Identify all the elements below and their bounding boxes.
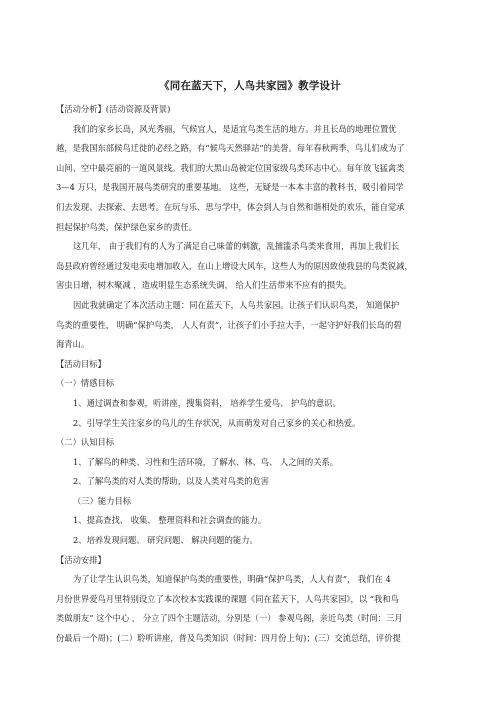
document-line: 我们的家乡长岛，风光秀丽，气候宜人，是适宜鸟类生活的地方。并且长岛的地理位置优 <box>73 123 397 134</box>
document-line: 1、通过调查和参观，听讲座，搜集资料， 培养学生爱鸟、 护鸟的意识。 <box>73 397 341 408</box>
document-line: 鸟类的重要性， 明确“保护鸟类， 人人有责”，让孩子们小手拉大手，一起守护好我们长岛的碧 <box>56 319 402 330</box>
document-line: 害虫日增，树木聚减 ，造成明显生态系统失调， 给人们生活带来不应有的损失。 <box>56 280 352 291</box>
document-line: 【活动分析】(活动资源及背景) <box>56 104 171 114</box>
document-line: （三）能力目标 <box>73 495 132 506</box>
document-line: 们去发现、去探索、去思考。在玩与乐、思与学中，体会到人与自然和谐相处的欢乐，能自觉承 <box>56 201 405 212</box>
document-line: 【活动目标】 <box>56 358 106 369</box>
document-line: 2、培养发现问题、 研究问题、 解决问题的能力。 <box>73 535 258 546</box>
document-line: 份最后一个周)；(二）聆听讲座，普及鸟类知识（时间：四月份上旬)；(三）交流总结，评价提 <box>56 633 401 644</box>
document-line: 岛县政府曾经通过发电卖电增加收入，在山上增设大风车，这些人为的原因致使我县的鸟类锐减， <box>56 260 413 271</box>
document-line: 月份世界爱鸟月里特别设立了本次校本实践课的课题《同在蓝天下，人鸟共家园》，以 “我和鸟 <box>56 593 399 604</box>
document-line: 因此我就确定了本次活动主题：同在蓝天下，人鸟共家园。让孩子们认识鸟类， 知道保护 <box>73 299 400 310</box>
document-line: 3—4 万只，是我国开展鸟类研究的重要基地。 这些，无疑是一本本丰富的教科书，吸引着同学 <box>56 182 404 193</box>
document-line: （一）情感目标 <box>56 378 115 389</box>
document-line: 类做朋友” 这个中心 ， 分立了四个主题活动，分别是（一） 参观鸟阁，亲近鸟类（时间：三月 <box>56 613 403 624</box>
document-line: 1、了解鸟的种类、习性和生活环境，了解水、林、鸟、 人之间的关系。 <box>73 456 339 467</box>
document-title: 《同在蓝天下，人鸟共家园》教学设计 <box>159 80 341 92</box>
document-line: 担起保护鸟类，保护绿色家乡的责任。 <box>56 221 198 232</box>
document-line: 山间、空中最亮丽的一道风景线。我们的大黑山岛被定位国家级鸟类环志中心。每年放飞猛禽类 <box>56 162 405 173</box>
document-line: 为了让学生认识鸟类，知道保护鸟类的重要性，明确“保护鸟类，人人有责”， 我们在 4 <box>73 574 391 585</box>
document-line: 2、了解鸟类的对人类的帮助，以及人类对鸟类的危害 <box>73 476 270 487</box>
document-line: 海青山。 <box>56 339 90 350</box>
document-line: 这几年， 由于我们有的人为了满足自己味蕾的刺激，乱捕滥杀鸟类来食用，再加上我们长 <box>73 241 400 252</box>
document-line: 【活动安排】 <box>56 554 106 565</box>
document-body <box>56 100 448 649</box>
document-line: 1、提高查找、 收集、 整理资料和社会调查的能力。 <box>73 515 267 526</box>
document-line: 2、引导学生关注家乡的鸟儿的生存状况，从而萌发对自己家乡的关心和热爱。 <box>73 417 361 428</box>
document-line: 越，是我国东部候鸟迁徙的必经之路，有“候鸟天然驿站”的美誉。每年春秋两季，鸟儿们成为了 <box>56 143 405 154</box>
document-line: （二）认知目标 <box>56 437 115 448</box>
